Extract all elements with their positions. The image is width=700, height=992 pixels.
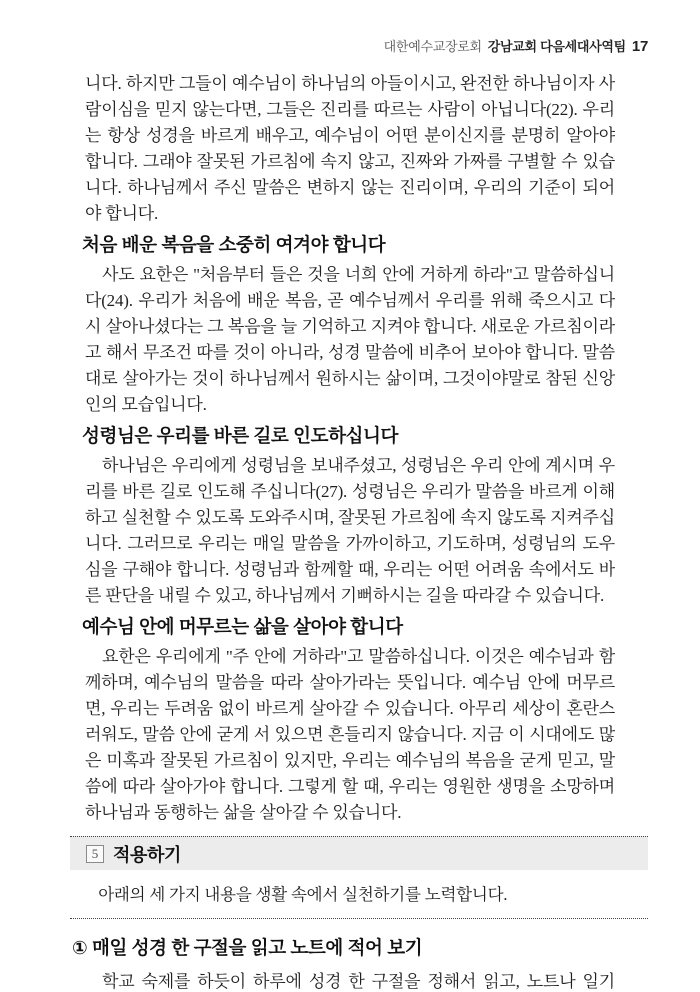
running-head-church: 강남교회 다음세대사역팀 [487, 39, 626, 54]
apply-item-heading-1: ① 매일 성경 한 구절을 읽고 노트에 적어 보기 [72, 937, 423, 958]
section-heading-2: 성령님은 우리를 바른 길로 인도하십니다 [82, 425, 398, 446]
dotted-divider [70, 918, 648, 919]
apply-section-bar [70, 836, 648, 870]
section-paragraph-3: 요한은 우리에게 "주 안에 거하라"고 말씀하십니다. 이것은 예수님과 함께하며, 예수님의 말씀을 따라 살아가라는 뜻입니다. 예수님 안에 머무르면, 우리는 두려움 없이 바르게 살아갈 수 있습니다. 아무리 세상이 혼란스러워도, 말씀 안에 굳게 서 있으면 흔들리지 않습니다. 지금 이 시대에도 많은 미혹과 잘못된 가르침이 있지만, 우리는 예수님의 복음을 굳게 믿고, 말씀에 따라 살아가야 합니다. 그렇게 할 때, 우리는 영원한 생명을 소망하며 하나님과 동행하는 삶을 살아갈 수 있습니다. [85, 647, 615, 822]
running-head-org: 대한예수교장로회 [383, 39, 482, 54]
page-number: 17 [631, 38, 648, 55]
section-number-badge: 5 [86, 845, 104, 863]
running-head [70, 36, 648, 55]
section-paragraph-1: 사도 요한은 "처음부터 들은 것을 너희 안에 거하게 하라"고 말씀하십니다(24). 우리가 처음에 배운 복음, 곧 예수님께서 우리를 위해 죽으시고 다시 살아나셨다는 그 복음을 늘 기억하고 지켜야 합니다. 새로운 가르침이라고 해서 무조건 따를 것이 아니라, 성경 말씀에 비추어 보아야 합니다. 말씀대로 살아가는 것이 하나님께서 원하시는 삶이며, 그것이야말로 참된 신앙인의 모습입니다. [85, 265, 615, 414]
section-paragraph-2: 하나님은 우리에게 성령님을 보내주셨고, 성령님은 우리 안에 계시며 우리를 바른 길로 인도해 주십니다(27). 성령님은 우리가 말씀을 바르게 이해하고 실천할 수 있도록 도와주시며, 잘못된 가르침에 속지 않도록 지켜주십니다. 그러므로 우리는 매일 말씀을 가까이하고, 기도하며, 성령님의 도우심을 구해야 합니다. 성령님과 함께할 때, 우리는 어떤 어려움 속에서도 바른 판단을 내릴 수 있고, 하나님께서 기뻐하시는 길을 따라갈 수 있습니다. [85, 456, 615, 605]
content-area [70, 71, 648, 992]
section-heading-3: 예수님 안에 머무르는 삶을 살아야 합니다 [82, 616, 403, 637]
apply-intro-text: 아래의 세 가지 내용을 생활 속에서 실천하기를 노력합니다. [98, 885, 508, 904]
apply-section-title: 적용하기 [113, 844, 181, 865]
section-heading-1: 처음 배운 복음을 소중히 여겨야 합니다 [82, 234, 386, 255]
paragraph-continuation: 니다. 하지만 그들이 예수님이 하나님의 아들이시고, 완전한 하나님이자 사람이심을 믿지 않는다면, 그들은 진리를 따르는 사람이 아닙니다(22). 우리는 항상 성경을 바르게 배우고, 예수님이 어떤 분이신지를 분명히 알아야 합니다. 그래야 잘못된 가르침에 속지 않고, 진짜와 가짜를 구별할 수 있습니다. 하나님께서 주신 말씀은 변하지 않는 진리이며, 우리의 기준이 되어야 합니다. [85, 74, 615, 223]
apply-item-paragraph-1: 학교 숙제를 하듯이 하루에 성경 한 구절을 정해서 읽고, 노트나 일기 [102, 972, 615, 991]
